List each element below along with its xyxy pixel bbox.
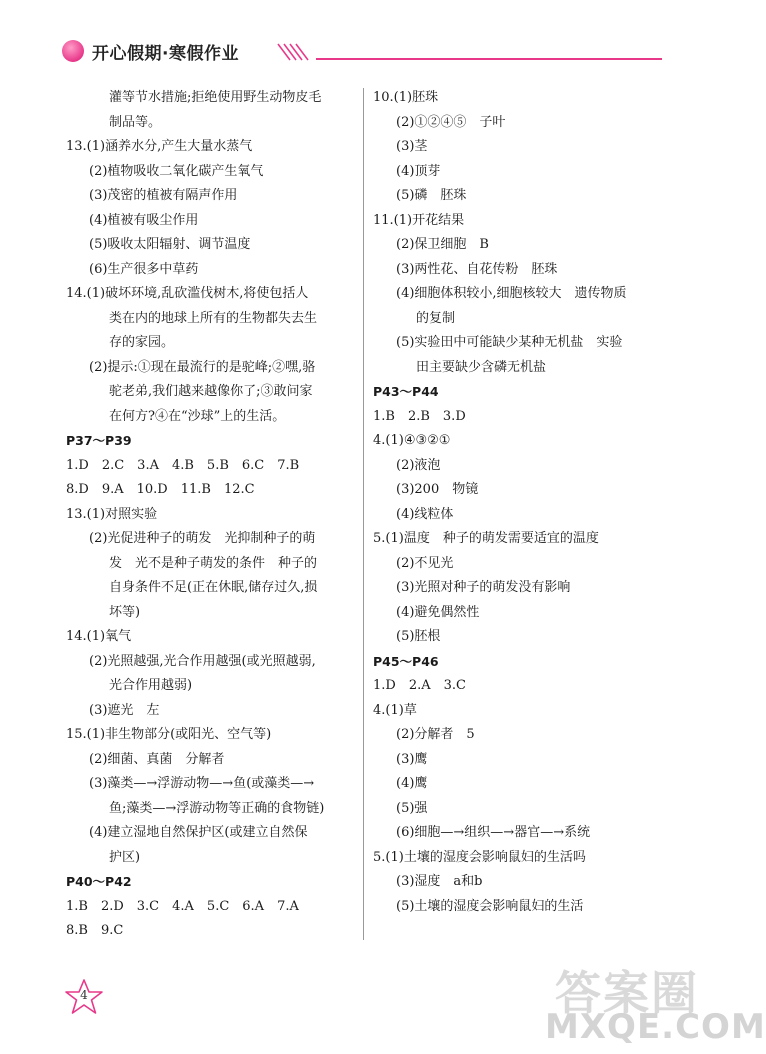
- answer-line: (2)植物吸收二氧化碳产生氧气: [89, 163, 264, 179]
- answer-line: (4)植被有吸尘作用: [89, 212, 199, 228]
- right-answer-column: [373, 86, 663, 919]
- answer-line: (3)光照对种子的萌发没有影响: [396, 580, 571, 595]
- answer-line: (4)线粒体: [396, 506, 454, 522]
- answer-line: (3)遮光 左: [89, 702, 160, 718]
- answer-line: 1.B 2.B 3.D: [373, 408, 466, 424]
- answer-line: 坏等): [109, 604, 141, 620]
- answer-line: 存的家园。: [109, 335, 175, 350]
- page-number-badge: [64, 978, 104, 1016]
- answer-line: 类在内的地球上所有的生物都失去生: [109, 310, 318, 326]
- answer-line: 14.(1)氧气: [66, 629, 132, 644]
- column-divider: [363, 88, 364, 940]
- answer-line: (5)磷 胚珠: [396, 188, 467, 203]
- answer-line: 光合作用越弱): [109, 678, 193, 693]
- answer-line: 5.(1)土壤的湿度会影响鼠妇的生活吗: [373, 849, 586, 865]
- answer-line: 10.(1)胚珠: [373, 90, 439, 105]
- answer-line: 1.B 2.D 3.C 4.A 5.C 6.A 7.A: [66, 898, 299, 914]
- answer-line: (3)鹰: [396, 751, 428, 767]
- answer-line: (2)细菌、真菌 分解者: [89, 751, 225, 767]
- answer-line: 13.(1)对照实验: [66, 506, 158, 522]
- answer-line: 田主要缺少含磷无机盐: [416, 359, 547, 375]
- answer-line: 灌等节水措施;拒绝使用野生动物皮毛: [109, 90, 322, 105]
- answer-line: 15.(1)非生物部分(或阳光、空气等): [66, 727, 272, 742]
- page-header: [54, 36, 664, 76]
- answer-line: (2)光照越强,光合作用越强(或光照越弱,: [89, 653, 316, 669]
- answer-line: (5)胚根: [396, 629, 441, 644]
- answer-line: 护区): [109, 849, 141, 865]
- answer-line: 8.D 9.A 10.D 11.B 12.C: [66, 482, 255, 497]
- answer-line: (2)①②④⑤ 子叶: [396, 114, 506, 130]
- answer-line: (3)湿度 a和b: [396, 874, 483, 889]
- answer-line: 4.(1)草: [373, 702, 417, 718]
- answer-line: (4)建立湿地自然保护区(或建立自然保: [89, 825, 308, 840]
- section-heading: P40～P42: [66, 874, 132, 889]
- answer-line: (3)200 物镜: [396, 482, 479, 497]
- answer-line: (2)不见光: [396, 555, 454, 571]
- answer-line: 在何方?④在“沙球”上的生活。: [109, 408, 286, 424]
- answer-line: 发 光不是种子萌发的条件 种子的: [109, 555, 318, 571]
- watermark-url: MXQE.COM: [545, 1007, 766, 1047]
- answer-line: 自身条件不足(正在休眠,储存过久,损: [109, 580, 318, 595]
- answer-line: 4.(1)④③②①: [373, 433, 451, 448]
- answer-line: 14.(1)破坏环境,乱砍滥伐树木,将使包括人: [66, 286, 309, 301]
- answer-line: (4)顶芽: [396, 163, 441, 179]
- answer-line: (2)提示:①现在最流行的是驼峰;②嘿,骆: [89, 359, 316, 375]
- header-title: 开心假期·寒假作业: [92, 44, 239, 64]
- watermark: [545, 955, 766, 1047]
- section-heading: P37～P39: [66, 433, 132, 448]
- answer-line: (5)强: [396, 800, 428, 816]
- answer-line: (2)液泡: [396, 457, 441, 473]
- answer-line: (5)实验田中可能缺少某种无机盐 实验: [396, 335, 623, 350]
- answer-line: (5)吸收太阳辐射、调节温度: [89, 237, 251, 252]
- answer-line: 的复制: [416, 310, 456, 326]
- watermark-text: 答案圈: [555, 966, 699, 1020]
- section-heading: P43～P44: [373, 384, 439, 399]
- left-answer-column: [66, 86, 358, 944]
- answer-line: (3)藻类—→浮游动物—→鱼(或藻类—→: [89, 776, 315, 791]
- answer-line: (5)土壤的湿度会影响鼠妇的生活: [396, 898, 584, 914]
- page-number: 4: [80, 988, 88, 1002]
- answer-line: 鱼;藻类—→浮游动物等正确的食物链): [109, 800, 325, 816]
- answer-line: (2)光促进种子的萌发 光抑制种子的萌: [89, 531, 316, 546]
- answer-line: 11.(1)开花结果: [373, 212, 465, 228]
- answer-line: (2)分解者 5: [396, 727, 475, 742]
- answer-line: 5.(1)温度 种子的萌发需要适宜的温度: [373, 531, 599, 546]
- section-heading: P45～P46: [373, 653, 439, 669]
- slashes-icon: [276, 42, 316, 62]
- answer-line: (2)保卫细胞 B: [396, 237, 489, 252]
- answer-line: (3)茂密的植被有隔声作用: [89, 188, 238, 203]
- answer-line: 1.D 2.A 3.C: [373, 678, 466, 693]
- answer-line: (4)避免偶然性: [396, 604, 480, 620]
- answer-line: (4)鹰: [396, 776, 428, 791]
- answer-line: 驼老弟,我们越来越像你了;③敢问家: [109, 384, 313, 399]
- answer-line: 13.(1)涵养水分,产生大量水蒸气: [66, 139, 253, 154]
- answer-line: 8.B 9.C: [66, 923, 124, 938]
- answer-line: (3)两性花、自花传粉 胚珠: [396, 261, 558, 277]
- answer-line: (6)细胞—→组织—→器官—→系统: [396, 825, 591, 840]
- answer-line: (4)细胞体积较小,细胞核较大 遗传物质: [396, 286, 627, 301]
- answer-line: 制品等。: [109, 114, 162, 130]
- answer-line: (3)茎: [396, 139, 428, 154]
- pink-circle-icon: [62, 40, 84, 62]
- header-rule: [316, 58, 662, 60]
- answer-line: 1.D 2.C 3.A 4.B 5.B 6.C 7.B: [66, 457, 300, 473]
- answer-line: (6)生产很多中草药: [89, 261, 199, 277]
